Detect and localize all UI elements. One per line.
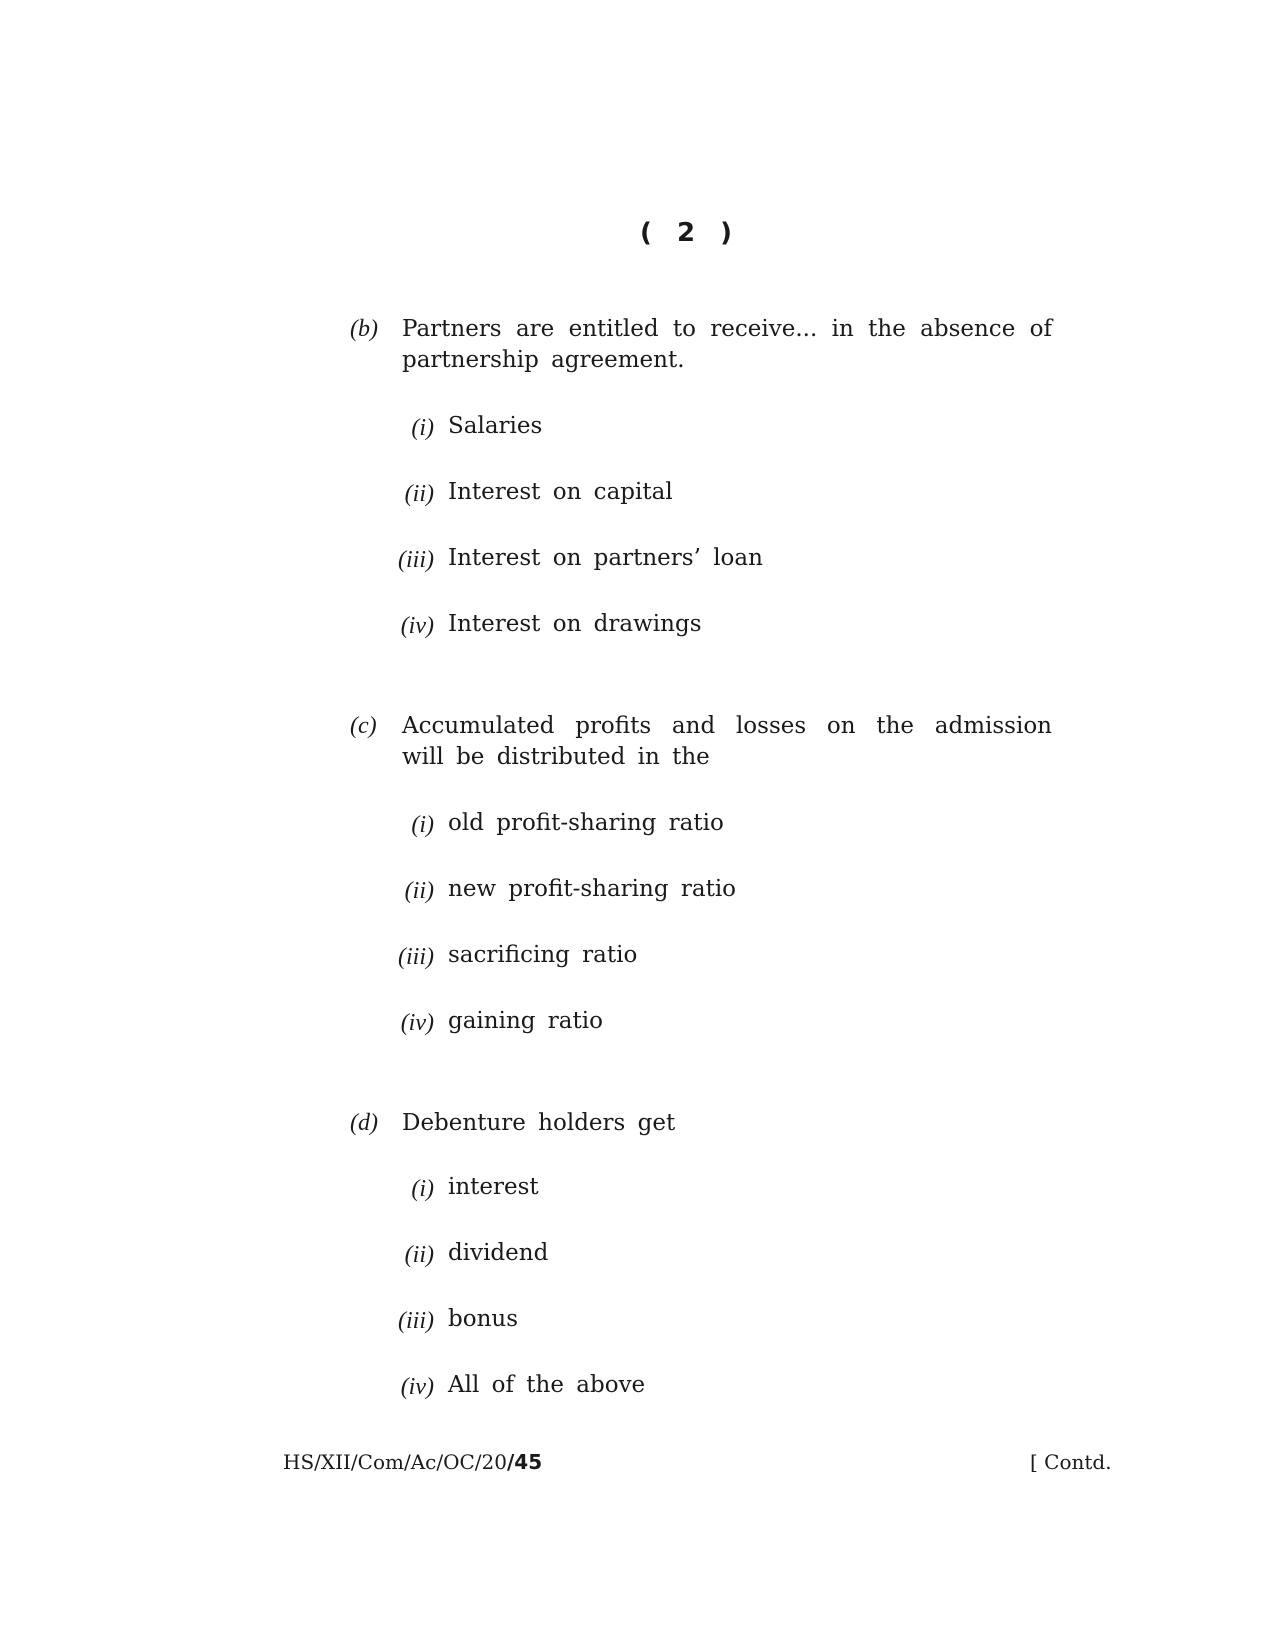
option-text: old profit-sharing ratio [448,810,724,836]
option-label: (i) [411,812,434,838]
option-label: (iv) [400,613,434,639]
option-text: Interest on partners’ loan [448,545,763,571]
option-text: bonus [448,1306,518,1332]
option-text: Interest on drawings [448,611,702,637]
option-text: All of the above [448,1372,646,1398]
option-label: (ii) [404,878,434,904]
option-text: sacrificing ratio [448,942,638,968]
option-text: dividend [448,1240,549,1266]
question-b-text: Partners are entitled to receive... in the absence of partnership agreement. [402,316,1052,373]
option-text: gaining ratio [448,1008,603,1034]
option-label: (iii) [398,547,434,573]
option-label: (ii) [404,1242,434,1268]
question-b-label: (b) [350,316,378,342]
option-text: Salaries [448,413,543,439]
option-label: (i) [411,415,434,441]
question-d-label: (d) [350,1110,378,1136]
option-text: Interest on capital [448,479,673,505]
option-label: (iii) [398,1308,434,1334]
page-number: ( 2 ) [640,218,740,248]
option-label: (i) [411,1176,434,1202]
option-label: (iv) [400,1374,434,1400]
paper-code-suffix: /45 [506,1450,543,1474]
question-c-text: Accumulated profits and losses on the admission will be distributed in the [402,713,1052,770]
paper-code [283,1450,542,1474]
option-label: (ii) [404,481,434,507]
question-d-text: Debenture holders get [402,1110,676,1136]
option-label: (iv) [400,1010,434,1036]
option-text: new profit-sharing ratio [448,876,737,902]
option-label: (iii) [398,944,434,970]
paper-code-prefix: HS/XII/Com/Ac/OC/20 [283,1450,507,1474]
option-text: interest [448,1174,539,1200]
question-c-label: (c) [350,713,377,739]
continued-note: [ Contd. [1030,1450,1112,1474]
